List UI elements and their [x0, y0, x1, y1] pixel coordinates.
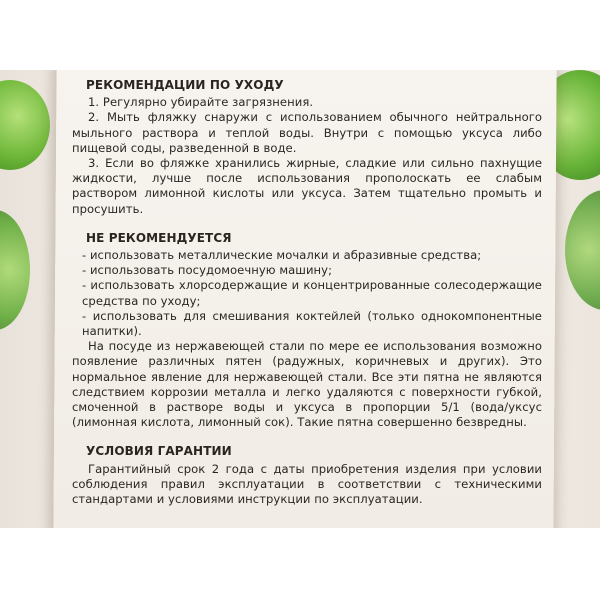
leaf-right-middle [565, 190, 600, 310]
warranty-text: Гарантийный срок 2 года с даты приобретения изделия при условии соблюдения правил эксплуатации в соответствии с техническими стандартами и условиями инструкции по эксплуатации. [72, 461, 542, 507]
not-recommended-item: - использовать для смешивания коктейлей (только однокомпонентные напитки). [82, 308, 542, 339]
care-item: 2. Мыть фляжку снаружи с использованием обычного нейтрального мыльного раствора и теплой воды. Внутри с помощью уксуса либо пищевой соды, разведенной в воде. [72, 110, 542, 155]
not-recommended-item: - использовать хлорсодержащие и концентрированные солесодержащие средства по уходу; [82, 278, 542, 308]
leaf-left-top [0, 80, 50, 170]
care-heading: РЕКОМЕНДАЦИИ ПО УХОДУ [86, 78, 284, 92]
not-recommended-item: - использовать посудомоечную машину; [82, 263, 333, 278]
leaf-left-middle [0, 210, 30, 330]
care-item: 3. Если во фляжке хранились жирные, сладкие или сильно пахнущие жидкости, лучше после использования прополоскать ее слабым раствором лимонной кислоты или уксуса. Затем тщательно промыть и просушить. [72, 156, 542, 216]
stains-note: На посуде из нержавеющей стали по мере ее использования возможно появление различных пятен (радужных, коричневых и других). Это нормальное явление для нержавеющей стали. Все эти пятна не являются следствием коррозии металла и легко удаляются с поверхности губкой, смоченной в растворе воды и уксуса в пропорции 5/1 (вода/уксус (лимонная кислота, лимонный сок). Такие пятна совершенно безвредны. [72, 339, 542, 430]
not-recommended-heading: НЕ РЕКОМЕНДУЕТСЯ [86, 230, 232, 245]
spacer [72, 217, 542, 231]
warranty-heading: УСЛОВИЯ ГАРАНТИИ [86, 444, 232, 459]
spacer [72, 430, 542, 444]
instruction-text [72, 78, 542, 507]
care-item: 1. Регулярно убирайте загрязнения. [88, 95, 314, 110]
not-recommended-item: - использовать металлические мочалки и абразивные средства; [82, 248, 482, 263]
